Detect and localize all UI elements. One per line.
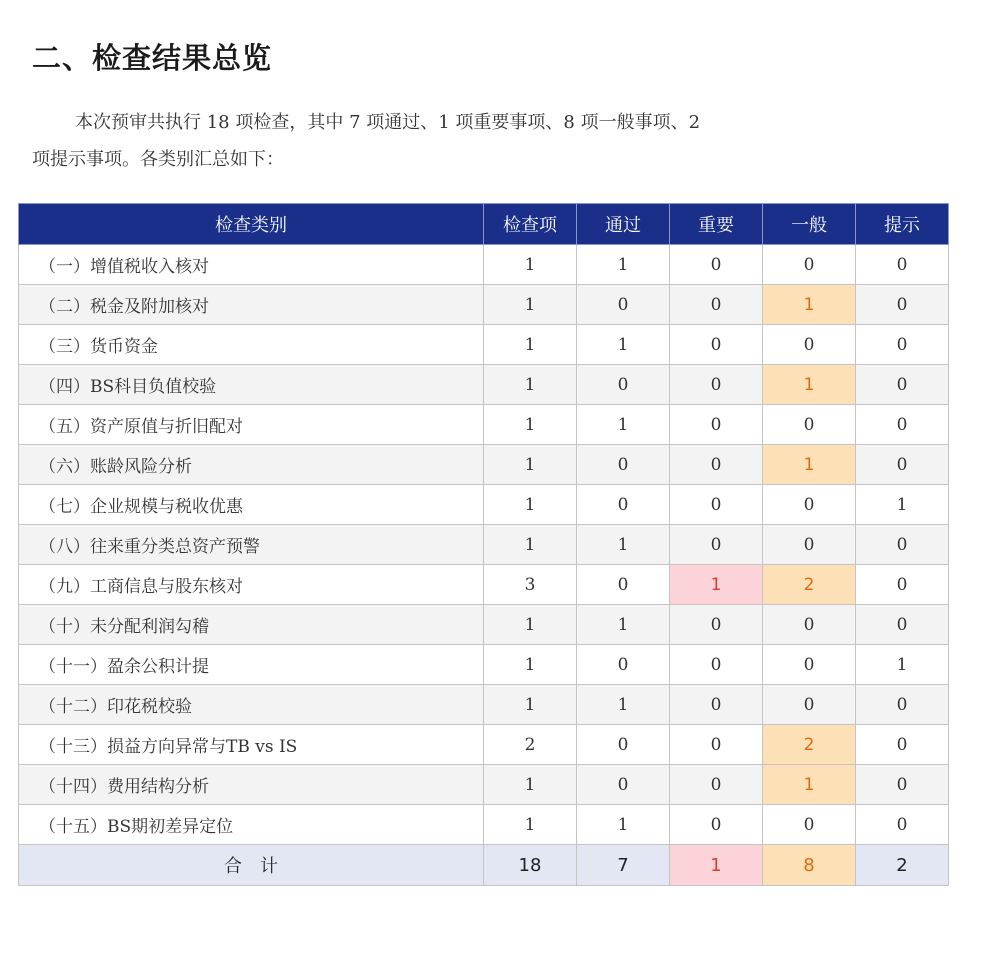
cell-items: 1 [484,365,577,405]
cell-important: 0 [670,285,763,325]
cell-category: （九）工商信息与股东核对 [19,565,484,605]
total-label: 合 计 [19,845,484,886]
cell-general: 0 [763,485,856,525]
cell-items: 1 [484,685,577,725]
cell-important: 0 [670,605,763,645]
cell-category: （三）货币资金 [19,325,484,365]
cell-category: （二）税金及附加核对 [19,285,484,325]
cell-hint: 0 [856,765,949,805]
table-row [19,525,949,565]
header-important: 重要 [670,204,763,245]
cell-general: 1 [763,285,856,325]
table-body [19,245,949,845]
header-hint: 提示 [856,204,949,245]
cell-hint: 0 [856,525,949,565]
cell-general: 2 [763,725,856,765]
cell-items: 1 [484,485,577,525]
cell-category: （七）企业规模与税收优惠 [19,485,484,525]
cell-pass: 1 [577,525,670,565]
cell-items: 1 [484,245,577,285]
table-row [19,605,949,645]
cell-important: 0 [670,765,763,805]
cell-general: 0 [763,605,856,645]
header-row [19,204,949,245]
total-important: 1 [670,845,763,886]
cell-hint: 0 [856,725,949,765]
table-row [19,245,949,285]
cell-pass: 0 [577,765,670,805]
summary-line-2: 项提示事项。各类别汇总如下： [32,149,284,170]
cell-general: 1 [763,445,856,485]
cell-items: 1 [484,645,577,685]
cell-hint: 0 [856,805,949,845]
cell-category: （十二）印花税校验 [19,685,484,725]
cell-pass: 1 [577,605,670,645]
cell-hint: 0 [856,445,949,485]
cell-items: 1 [484,525,577,565]
cell-category: （五）资产原值与折旧配对 [19,405,484,445]
cell-category: （六）账龄风险分析 [19,445,484,485]
cell-category: （八）往来重分类总资产预警 [19,525,484,565]
cell-category: （四）BS科目负值校验 [19,365,484,405]
table-row [19,765,949,805]
cell-pass: 0 [577,445,670,485]
table-row [19,565,949,605]
cell-pass: 0 [577,565,670,605]
cell-general: 0 [763,245,856,285]
cell-pass: 0 [577,285,670,325]
cell-items: 1 [484,325,577,365]
cell-items: 2 [484,725,577,765]
cell-category: （十五）BS期初差异定位 [19,805,484,845]
header-general: 一般 [763,204,856,245]
cell-important: 0 [670,525,763,565]
cell-items: 1 [484,805,577,845]
table-row [19,485,949,525]
cell-hint: 0 [856,605,949,645]
cell-items: 1 [484,765,577,805]
cell-pass: 1 [577,405,670,445]
table-row [19,325,949,365]
cell-hint: 0 [856,405,949,445]
table-row [19,725,949,765]
cell-general: 1 [763,365,856,405]
cell-important: 0 [670,485,763,525]
cell-general: 2 [763,565,856,605]
cell-general: 1 [763,765,856,805]
table-row [19,285,949,325]
section-title: 二、检查结果总览 [32,41,273,75]
cell-general: 0 [763,525,856,565]
cell-important: 1 [670,565,763,605]
total-hint: 2 [856,845,949,886]
header-items: 检查项 [484,204,577,245]
cell-hint: 0 [856,685,949,725]
cell-important: 0 [670,245,763,285]
cell-hint: 1 [856,645,949,685]
total-pass: 7 [577,845,670,886]
cell-pass: 0 [577,725,670,765]
total-row [19,845,949,886]
table-footer [19,845,949,886]
total-general: 8 [763,845,856,886]
cell-pass: 1 [577,325,670,365]
cell-hint: 0 [856,325,949,365]
table-row [19,685,949,725]
cell-important: 0 [670,685,763,725]
table-row [19,445,949,485]
cell-category: （十）未分配利润勾稽 [19,605,484,645]
results-table [18,203,949,886]
cell-important: 0 [670,405,763,445]
cell-pass: 1 [577,245,670,285]
cell-pass: 0 [577,485,670,525]
table-row [19,645,949,685]
summary-line-1: 本次预审共执行 18 项检查，其中 7 项通过、1 项重要事项、8 项一般事项、2 [75,112,701,133]
cell-pass: 1 [577,805,670,845]
summary-paragraph [32,104,832,178]
cell-general: 0 [763,685,856,725]
cell-general: 0 [763,805,856,845]
cell-general: 0 [763,645,856,685]
cell-important: 0 [670,645,763,685]
header-category: 检查类别 [19,204,484,245]
cell-important: 0 [670,725,763,765]
total-items: 18 [484,845,577,886]
table-row [19,805,949,845]
cell-items: 1 [484,445,577,485]
cell-category: （十三）损益方向异常与TB vs IS [19,725,484,765]
cell-hint: 0 [856,365,949,405]
cell-pass: 1 [577,685,670,725]
cell-items: 3 [484,565,577,605]
cell-pass: 0 [577,645,670,685]
cell-items: 1 [484,405,577,445]
table-header [19,204,949,245]
cell-important: 0 [670,445,763,485]
cell-pass: 0 [577,365,670,405]
cell-hint: 0 [856,245,949,285]
cell-items: 1 [484,605,577,645]
cell-important: 0 [670,325,763,365]
cell-hint: 0 [856,565,949,605]
cell-category: （一）增值税收入核对 [19,245,484,285]
table-row [19,365,949,405]
cell-general: 0 [763,325,856,365]
cell-items: 1 [484,285,577,325]
cell-category: （十一）盈余公积计提 [19,645,484,685]
cell-category: （十四）费用结构分析 [19,765,484,805]
table-row [19,405,949,445]
header-pass: 通过 [577,204,670,245]
cell-hint: 1 [856,485,949,525]
cell-important: 0 [670,365,763,405]
cell-general: 0 [763,405,856,445]
cell-important: 0 [670,805,763,845]
cell-hint: 0 [856,285,949,325]
